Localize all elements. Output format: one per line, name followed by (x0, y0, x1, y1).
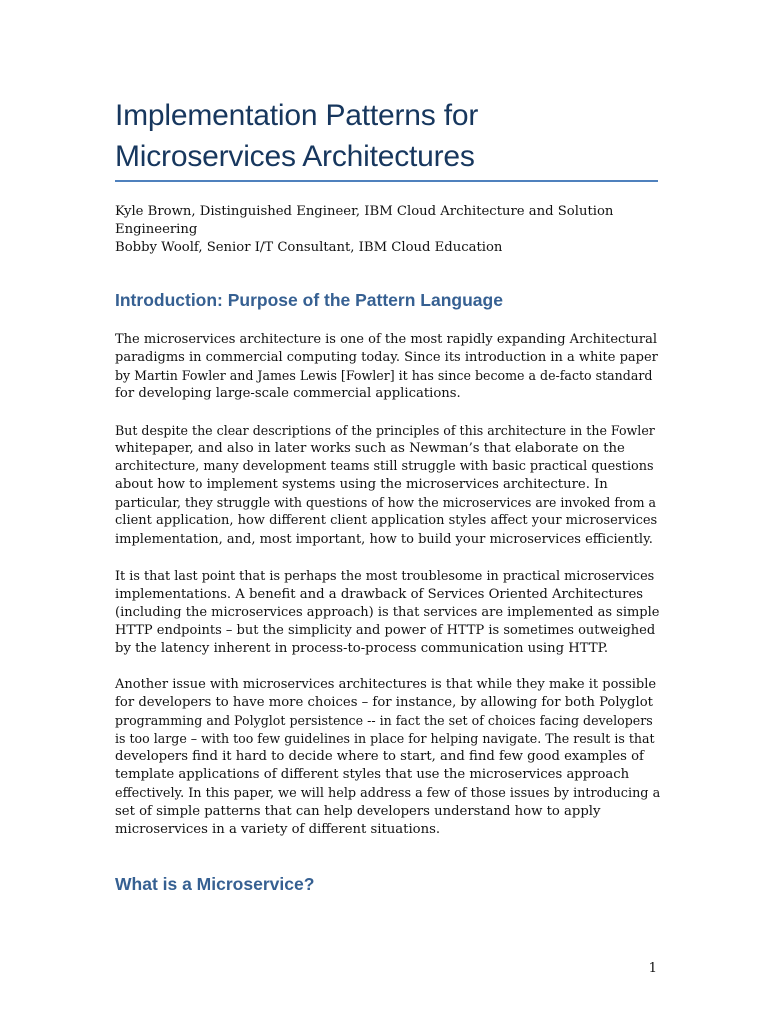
paragraph-line: is too large – with too few guidelines in place for helping navigate. The result is that (115, 731, 655, 747)
author-line-3: Bobby Woolf, Senior I/T Consultant, IBM Cloud Education (115, 240, 503, 255)
paragraph-line: It is that last point that is perhaps the most troublesome in practical microservices (115, 569, 655, 584)
paragraph-line: whitepaper, and also in later works such as Newman’s that elaborate on the (115, 441, 625, 457)
intro-paragraph-2 (115, 422, 660, 549)
title-line-1: Implementation Patterns for (115, 99, 479, 132)
paragraph-line: paradigms in commercial computing today. Since its introduction in a white paper (115, 350, 658, 366)
intro-paragraph-4 (115, 676, 660, 839)
paragraph-line: effectively. In this paper, we will help address a few of those issues by introducing a (115, 785, 661, 801)
paragraph-line: (including the microservices approach) is that services are implemented as simple (115, 605, 660, 621)
paragraph-line: template applications of different styles that use the microservices approach (115, 767, 630, 783)
section-heading-what-is-microservice: What is a Microservice? (115, 874, 315, 894)
paragraph-line: about how to implement systems using the microservices architecture. In (115, 477, 608, 493)
author-line-1: Kyle Brown, Distinguished Engineer, IBM Cloud Architecture and Solution (115, 204, 614, 219)
paragraph-line: programming and Polyglot persistence -- in fact the set of choices facing developers (115, 713, 653, 729)
paragraph-line: by Martin Fowler and James Lewis [Fowler] it has since become a de-facto standard (115, 368, 653, 384)
paragraph-line: microservices in a variety of different situations. (115, 821, 441, 837)
paragraph-line: HTTP endpoints – but the simplicity and power of HTTP is sometimes outweighed (115, 623, 656, 639)
document-title (115, 95, 675, 177)
paragraph-line: Another issue with microservices architectures is that while they make it possible (115, 677, 657, 692)
paragraph-line: for developing large-scale commercial applications. (115, 386, 461, 402)
author-line-2: Engineering (115, 222, 198, 237)
paragraph-line: set of simple patterns that can help developers understand how to apply (115, 803, 601, 819)
paragraph-line: architecture, many development teams still struggle with basic practical questions (115, 459, 654, 475)
author-block (115, 203, 660, 257)
paragraph-line: implementation, and, most important, how to build your microservices efficiently. (115, 531, 653, 547)
intro-paragraph-1 (115, 331, 660, 403)
title-divider (115, 180, 658, 182)
title-line-2: Microservices Architectures (115, 140, 475, 173)
paragraph-line: implementations. A benefit and a drawback of Services Oriented Architectures (115, 587, 644, 603)
page-number: 1 (648, 961, 657, 976)
paragraph-line: client application, how different client application styles affect your microservices (115, 513, 658, 529)
intro-paragraph-3 (115, 568, 660, 658)
paragraph-line: for developers to have more choices – for instance, by allowing for both Polyglot (115, 695, 653, 711)
paragraph-line: But despite the clear descriptions of the principles of this architecture in the Fowler (115, 423, 655, 438)
paragraph-line: by the latency inherent in process-to-process communication using HTTP. (115, 641, 609, 657)
paragraph-line: developers find it hard to decide where to start, and find few good examples of (115, 749, 644, 765)
paragraph-line: particular, they struggle with questions of how the microservices are invoked from a (115, 495, 657, 511)
paragraph-line: The microservices architecture is one of the most rapidly expanding Architectural (115, 332, 658, 347)
section-heading-introduction: Introduction: Purpose of the Pattern Language (115, 290, 503, 310)
